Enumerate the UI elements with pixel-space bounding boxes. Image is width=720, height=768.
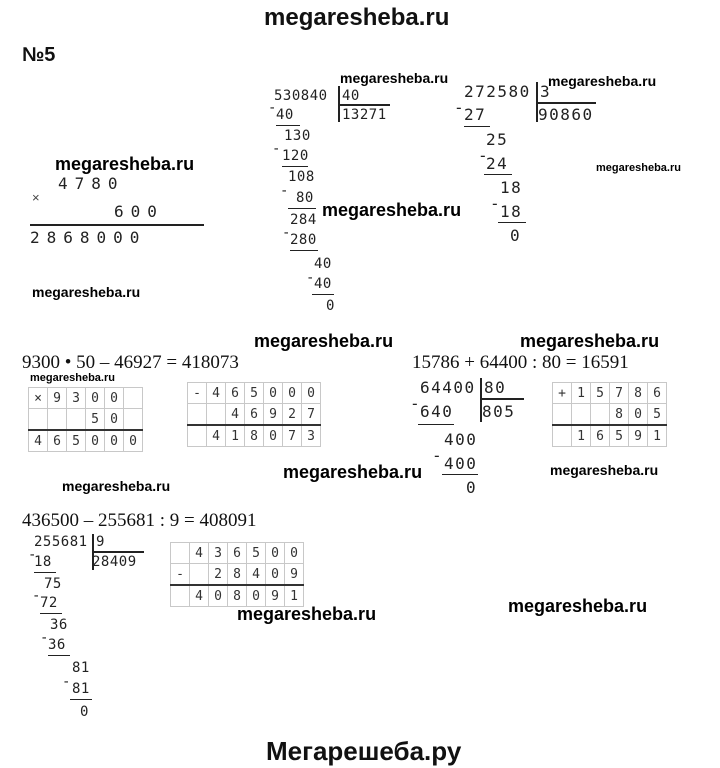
task-number: №5: [22, 44, 56, 66]
watermark: megaresheba.ru: [340, 70, 449, 86]
step: 36: [48, 637, 66, 653]
division-530840: 530840 40 13271 - 40 130 - 120 108 - 80 284 - 280 40 - 40 0: [270, 86, 410, 326]
watermark: megaresheba.ru: [237, 604, 377, 624]
watermark: megaresheba.ru: [30, 372, 115, 384]
watermark: megaresheba.ru: [32, 284, 141, 300]
equation-1: 9300 • 50 – 46927 = 418073: [22, 352, 239, 373]
watermark: megaresheba.ru: [62, 478, 171, 494]
quotient: 90860: [538, 105, 594, 124]
equation-3: 436500 – 255681 : 9 = 408091: [22, 510, 257, 531]
dividend: 64400: [420, 378, 476, 397]
footer-watermark: Мегарешеба.ру: [266, 736, 462, 766]
step: 27: [464, 105, 487, 124]
remainder: 0: [326, 298, 335, 314]
watermark: megaresheba.ru: [55, 154, 195, 174]
multiplication-4780: [30, 172, 210, 252]
step: 81: [72, 660, 90, 676]
step: 18: [34, 554, 52, 570]
step: 18: [500, 178, 523, 197]
divisor: 40: [342, 88, 360, 104]
watermark: megaresheba.ru: [322, 200, 462, 220]
remainder: 0: [466, 478, 478, 497]
quotient-line: [338, 104, 390, 106]
eq1-multiplication-grid: × 9 3 0 0 5 0 4 6 5 0 0 0: [28, 387, 143, 452]
watermark: megaresheba.ru: [254, 331, 394, 351]
factor-2: 600: [114, 202, 164, 221]
step: 40: [314, 256, 332, 272]
quotient-line: [480, 398, 524, 400]
division-64400: 64400 80 805 - 640 400 - 400 0: [412, 378, 542, 498]
step: 130: [284, 128, 311, 144]
watermark: megaresheba.ru: [550, 462, 659, 478]
result-line: [30, 224, 204, 226]
division-272580: 272580 3 90860 - 27 25 - 24 18 - 18 0: [460, 82, 600, 252]
divisor: 3: [540, 82, 552, 101]
product: 2868000: [30, 228, 147, 247]
quotient: 28409: [92, 554, 137, 570]
quotient-line: [92, 551, 144, 553]
division-255681: 255681 9 28409 - 18 75 - 72 36 - 36 81 - 81 0: [30, 534, 160, 724]
header-watermark: megaresheba.ru: [264, 4, 450, 31]
dividend: 530840: [274, 88, 328, 104]
step: 24: [486, 154, 509, 173]
divisor: 9: [96, 534, 105, 550]
watermark: megaresheba.ru: [508, 596, 648, 616]
step: 36: [50, 617, 68, 633]
step: 400: [444, 430, 478, 449]
dividend: 272580: [464, 82, 531, 101]
step: 72: [40, 595, 58, 611]
dividend: 255681: [34, 534, 88, 550]
quotient-line: [536, 102, 596, 104]
eq2-addition-grid: + 1 5 7 8 6 8 0 5 1 6 5 9 1: [552, 382, 667, 447]
step: 40: [276, 107, 294, 123]
quotient: 13271: [342, 107, 387, 123]
quotient: 805: [482, 402, 516, 421]
watermark: megaresheba.ru: [548, 73, 657, 89]
step: 640: [420, 402, 454, 421]
step: 400: [444, 454, 478, 473]
step: 108: [288, 169, 315, 185]
multiply-sign: ×: [32, 190, 40, 205]
eq3-subtraction-grid: 4 3 6 5 0 0 - 2 8 4 0 9 4 0 8 0 9 1: [170, 542, 304, 607]
equation-2: 15786 + 64400 : 80 = 16591: [412, 352, 629, 373]
watermark: megaresheba.ru: [283, 462, 423, 482]
step: 18: [500, 202, 523, 221]
step: 75: [44, 576, 62, 592]
step: 81: [72, 681, 90, 697]
step: 40: [314, 276, 332, 292]
step: 280: [290, 232, 317, 248]
watermark: megaresheba.ru: [520, 331, 660, 351]
divisor: 80: [484, 378, 507, 397]
watermark: megaresheba.ru: [596, 162, 681, 174]
eq1-subtraction-grid: - 4 6 5 0 0 0 4 6 9 2 7 4 1 8 0 7 3: [187, 382, 321, 447]
step: 120: [282, 148, 309, 164]
step: 80: [296, 190, 314, 206]
step: 25: [486, 130, 509, 149]
step: 284: [290, 212, 317, 228]
factor-1: 4780: [58, 174, 125, 193]
remainder: 0: [80, 704, 89, 720]
remainder: 0: [510, 226, 522, 245]
